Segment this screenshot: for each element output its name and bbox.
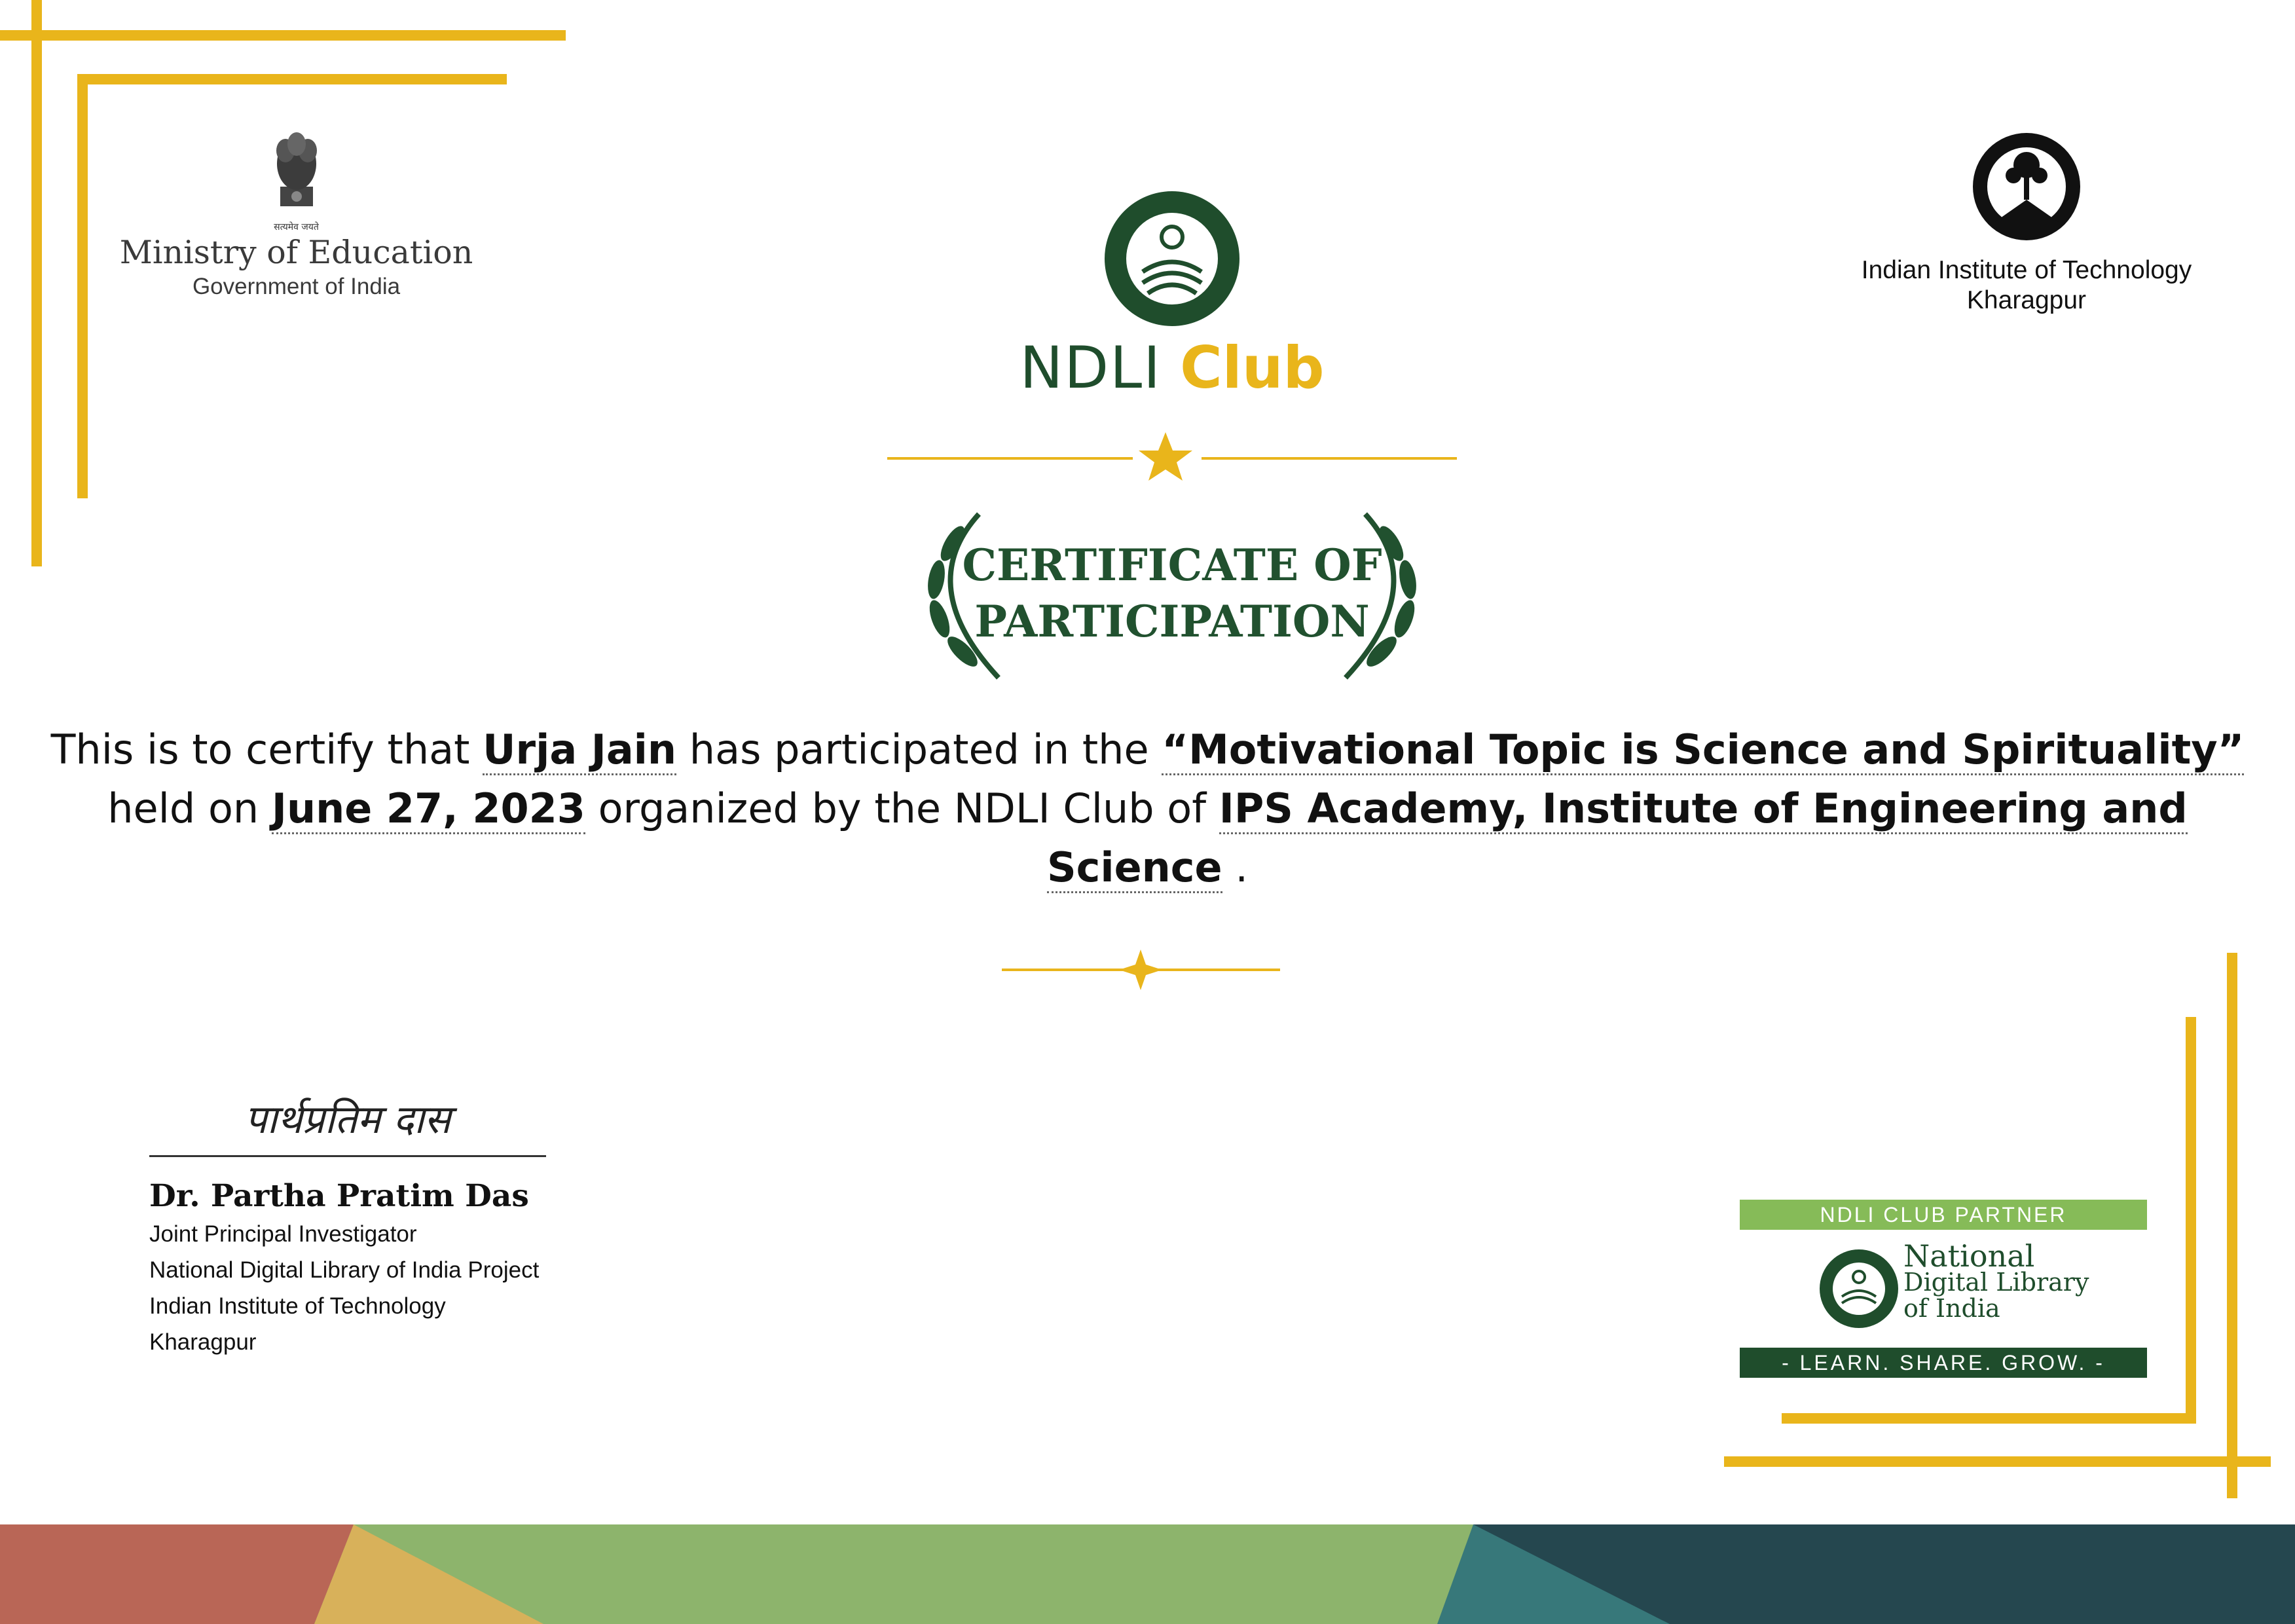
partner-tagline: - LEARN. SHARE. GROW. -: [1740, 1348, 2147, 1378]
signatory-project: National Digital Library of India Project: [149, 1257, 540, 1283]
signatory-name: Dr. Partha Pratim Das: [149, 1178, 529, 1214]
footer-band: [0, 1524, 2295, 1624]
signatory-institute: Indian Institute of Technology: [149, 1293, 446, 1319]
body-text-3: held on: [107, 784, 259, 832]
club-wordmark-ndli: NDLI: [1019, 334, 1162, 401]
signatory-block: [149, 1094, 555, 1360]
iit-name: Indian Institute of Technology: [1861, 256, 2192, 284]
signatory-place: Kharagpur: [149, 1329, 257, 1355]
iit-place: Kharagpur: [1966, 286, 2087, 314]
signature-line: [149, 1155, 546, 1157]
club-wordmark-club: Club: [1180, 334, 1325, 401]
corner-frame-top-left-bar-1: [0, 30, 566, 41]
sparkle-icon: [1119, 950, 1162, 990]
corner-frame-bottom-right-bar-3: [2186, 1017, 2196, 1424]
ndli-partner-seal-icon: [1818, 1248, 1900, 1329]
partner-name: [1903, 1238, 2089, 1323]
partner-name-line3: of India: [1903, 1294, 2000, 1323]
sparkle-divider: [1002, 946, 1280, 992]
event-name: “Motivational Topic is Science and Spirituality”: [1162, 726, 2244, 775]
partner-name-line2: Digital Library: [1903, 1268, 2089, 1297]
emblem-motto: सत्यमेव जयते: [274, 222, 319, 232]
certificate-title-line1: CERTIFICATE OF: [962, 540, 1382, 591]
partner-banner: NDLI CLUB PARTNER: [1740, 1200, 2147, 1230]
corner-frame-top-left-bar-2: [31, 0, 42, 566]
ministry-block: [98, 124, 494, 301]
partner-logo: [1740, 1230, 2147, 1348]
iit-block: [1820, 124, 2233, 316]
corner-frame-top-left-bar-3: [77, 74, 507, 84]
club-wordmark: [969, 335, 1375, 401]
ministry-subtitle: Government of India: [192, 274, 401, 299]
national-emblem-icon: [261, 124, 333, 223]
corner-frame-bottom-right-bar-1: [2227, 953, 2237, 1498]
corner-frame-top-left-bar-4: [77, 74, 88, 498]
institution-name: IPS Academy, Institute of Engineering and Science: [1047, 784, 2188, 893]
body-text-1: This is to certify that: [50, 726, 470, 773]
iit-kharagpur-logo-icon: [1968, 124, 2085, 255]
event-date: June 27, 2023: [272, 784, 585, 834]
certificate-title: [917, 537, 1427, 650]
body-text-2: has participated in the: [689, 726, 1149, 773]
certificate-title-line2: PARTICIPATION: [974, 596, 1370, 647]
ministry-title: Ministry of Education: [119, 234, 473, 271]
ndli-club-logo: [969, 190, 1375, 401]
ndli-seal-icon: [1103, 190, 1241, 327]
star-icon: [1139, 432, 1192, 481]
signature: पार्थप्रतिम दास: [244, 1097, 451, 1143]
corner-frame-bottom-right-bar-4: [1782, 1413, 2196, 1424]
participant-name: Urja Jain: [483, 726, 676, 775]
certificate-body: [26, 720, 2269, 897]
partner-name-line1: National: [1903, 1238, 2035, 1274]
partner-badge: [1740, 1200, 2147, 1378]
signatory-role: Joint Principal Investigator: [149, 1221, 417, 1247]
corner-frame-bottom-right-bar-2: [1724, 1456, 2271, 1467]
body-text-5: .: [1235, 843, 1249, 891]
star-divider: [887, 426, 1457, 485]
body-text-4: organized by the NDLI Club of: [598, 784, 1207, 832]
